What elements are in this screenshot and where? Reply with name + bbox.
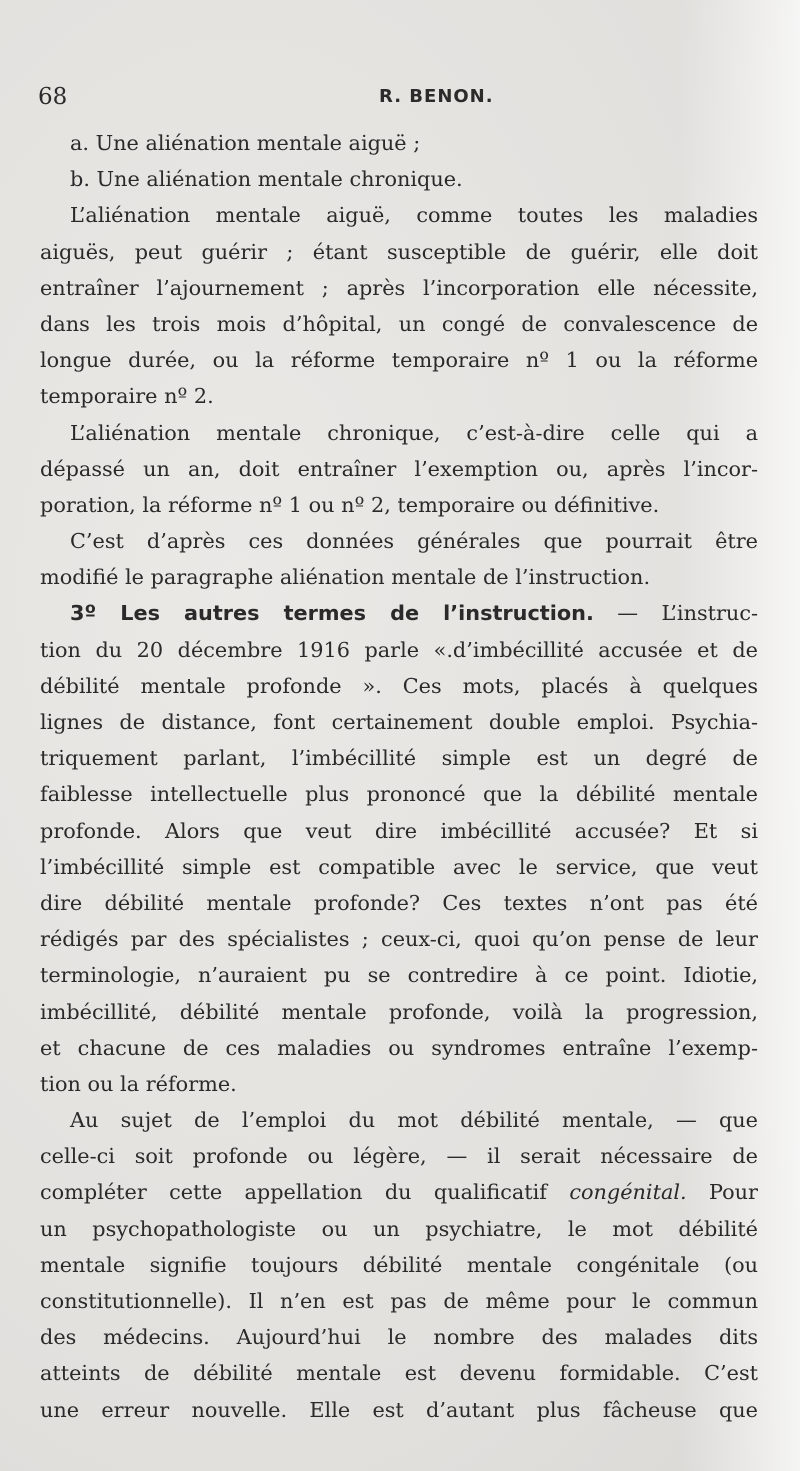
text-line	[40, 161, 758, 197]
text-segment: — L’instruc-	[593, 601, 759, 626]
section-heading: 3º Les autres termes de l’instruction.	[70, 601, 594, 626]
text-segment: poration, la réforme nº 1 ou nº 2, temporaire ou définitive.	[40, 492, 660, 517]
text-line	[40, 1066, 758, 1102]
text-segment: l’imbécillité simple est compatible avec le service, que veut	[40, 854, 758, 879]
text-segment: triquement parlant, l’imbécillité simple est un degré de	[40, 746, 758, 771]
page-number: 68	[38, 84, 68, 110]
text-segment: Au sujet de l’emploi du mot débilité mentale, — que	[70, 1108, 758, 1133]
text-line	[40, 1030, 758, 1066]
text-line	[40, 415, 758, 451]
text-segment: une erreur nouvelle. Elle est d’autant plus fâcheuse que	[40, 1397, 758, 1422]
text-segment: rédigés par des spécialistes ; ceux-ci, quoi qu’on pense de leur	[40, 927, 758, 952]
text-segment: des médecins. Aujourd’hui le nombre des malades dits	[40, 1325, 758, 1350]
text-line	[40, 451, 758, 487]
text-segment: constitutionnelle). Il n’en est pas de même pour le commun	[40, 1289, 758, 1313]
text-segment: terminologie, n’auraient pu se contredire à ce point. Idiotie,	[40, 963, 758, 988]
text-line	[40, 234, 758, 270]
text-line	[40, 921, 758, 957]
text-line	[40, 1283, 758, 1319]
body-text	[40, 125, 758, 1428]
text-segment: imbécillité, débilité mentale profonde, voilà la progression,	[40, 999, 758, 1024]
text-line	[40, 1211, 758, 1247]
text-segment: celle-ci soit profonde ou légère, — il serait nécessaire de	[40, 1144, 758, 1169]
text-segment: L’aliénation mentale chronique, c’est-à-dire celle qui a	[70, 420, 758, 445]
text-line	[40, 378, 758, 414]
text-segment: un psychopathologiste ou un psychiatre, le mot débilité	[40, 1216, 758, 1241]
text-line	[40, 994, 758, 1030]
text-line	[40, 885, 758, 921]
text-line	[40, 342, 758, 378]
text-line	[40, 1319, 758, 1355]
text-segment: compléter cette appellation du qualificatif	[40, 1180, 570, 1205]
text-segment: profonde. Alors que veut dire imbécillité accusée? Et si	[40, 818, 758, 843]
text-segment: faiblesse intellectuelle plus prononcé que la débilité mentale	[40, 782, 758, 807]
text-segment: tion ou la réforme.	[40, 1071, 237, 1096]
text-line	[40, 1355, 758, 1391]
text-segment: C’est d’après ces données générales que pourrait être	[70, 529, 758, 554]
text-segment: entraîner l’ajournement ; après l’incorporation elle nécessite,	[40, 275, 758, 300]
text-segment: et chacune de ces maladies ou syndromes entraîne l’exemp-	[40, 1035, 758, 1060]
text-line	[40, 740, 758, 776]
text-segment: mentale signifie toujours débilité mentale congénitale (ou	[40, 1252, 758, 1277]
text-line	[40, 559, 758, 595]
text-segment: lignes de distance, font certainement double emploi. Psychia-	[40, 710, 758, 734]
text-segment: longue durée, ou la réforme temporaire nº 1 ou la réforme	[40, 348, 758, 373]
text-segment: dans les trois mois d’hôpital, un congé de convalescence de	[40, 311, 758, 336]
text-segment: modifié le paragraphe aliénation mentale de l’instruction.	[40, 565, 651, 590]
text-segment: L’aliénation mentale aiguë, comme toutes les maladies	[70, 203, 758, 228]
text-line	[40, 957, 758, 993]
text-line	[40, 632, 758, 668]
text-line	[40, 668, 758, 704]
text-line	[40, 1174, 758, 1210]
text-line	[40, 1247, 758, 1283]
text-segment: b. Une aliénation mentale chronique.	[70, 167, 463, 192]
text-line	[40, 813, 758, 849]
text-segment: a. Une aliénation mentale aiguë ;	[70, 131, 421, 155]
italic-term: congénital.	[569, 1180, 687, 1205]
text-line	[40, 1392, 758, 1428]
text-line	[40, 1102, 758, 1138]
running-head: R. BENON.	[379, 86, 494, 107]
text-line	[40, 704, 758, 740]
text-line	[40, 523, 758, 559]
text-segment: dire débilité mentale profonde? Ces textes n’ont pas été	[40, 890, 758, 915]
text-line	[40, 306, 758, 342]
text-line	[40, 125, 758, 161]
text-segment: Pour	[686, 1180, 758, 1205]
text-segment: aiguës, peut guérir ; étant susceptible de guérir, elle doit	[40, 239, 758, 264]
text-segment: atteints de débilité mentale est devenu formidable. C’est	[40, 1361, 758, 1386]
text-line	[40, 776, 758, 812]
text-segment: dépassé un an, doit entraîner l’exemption ou, après l’incor-	[40, 456, 758, 481]
text-line	[40, 487, 758, 523]
text-line	[40, 595, 758, 631]
text-line	[40, 1138, 758, 1174]
text-segment: tion du 20 décembre 1916 parle «.d’imbécillité accusée et de	[40, 637, 758, 662]
text-line	[40, 270, 758, 306]
text-line	[40, 197, 758, 233]
text-line	[40, 849, 758, 885]
text-segment: temporaire nº 2.	[40, 384, 214, 409]
page-header	[38, 84, 778, 120]
text-segment: débilité mentale profonde ». Ces mots, placés à quelques	[40, 673, 758, 698]
